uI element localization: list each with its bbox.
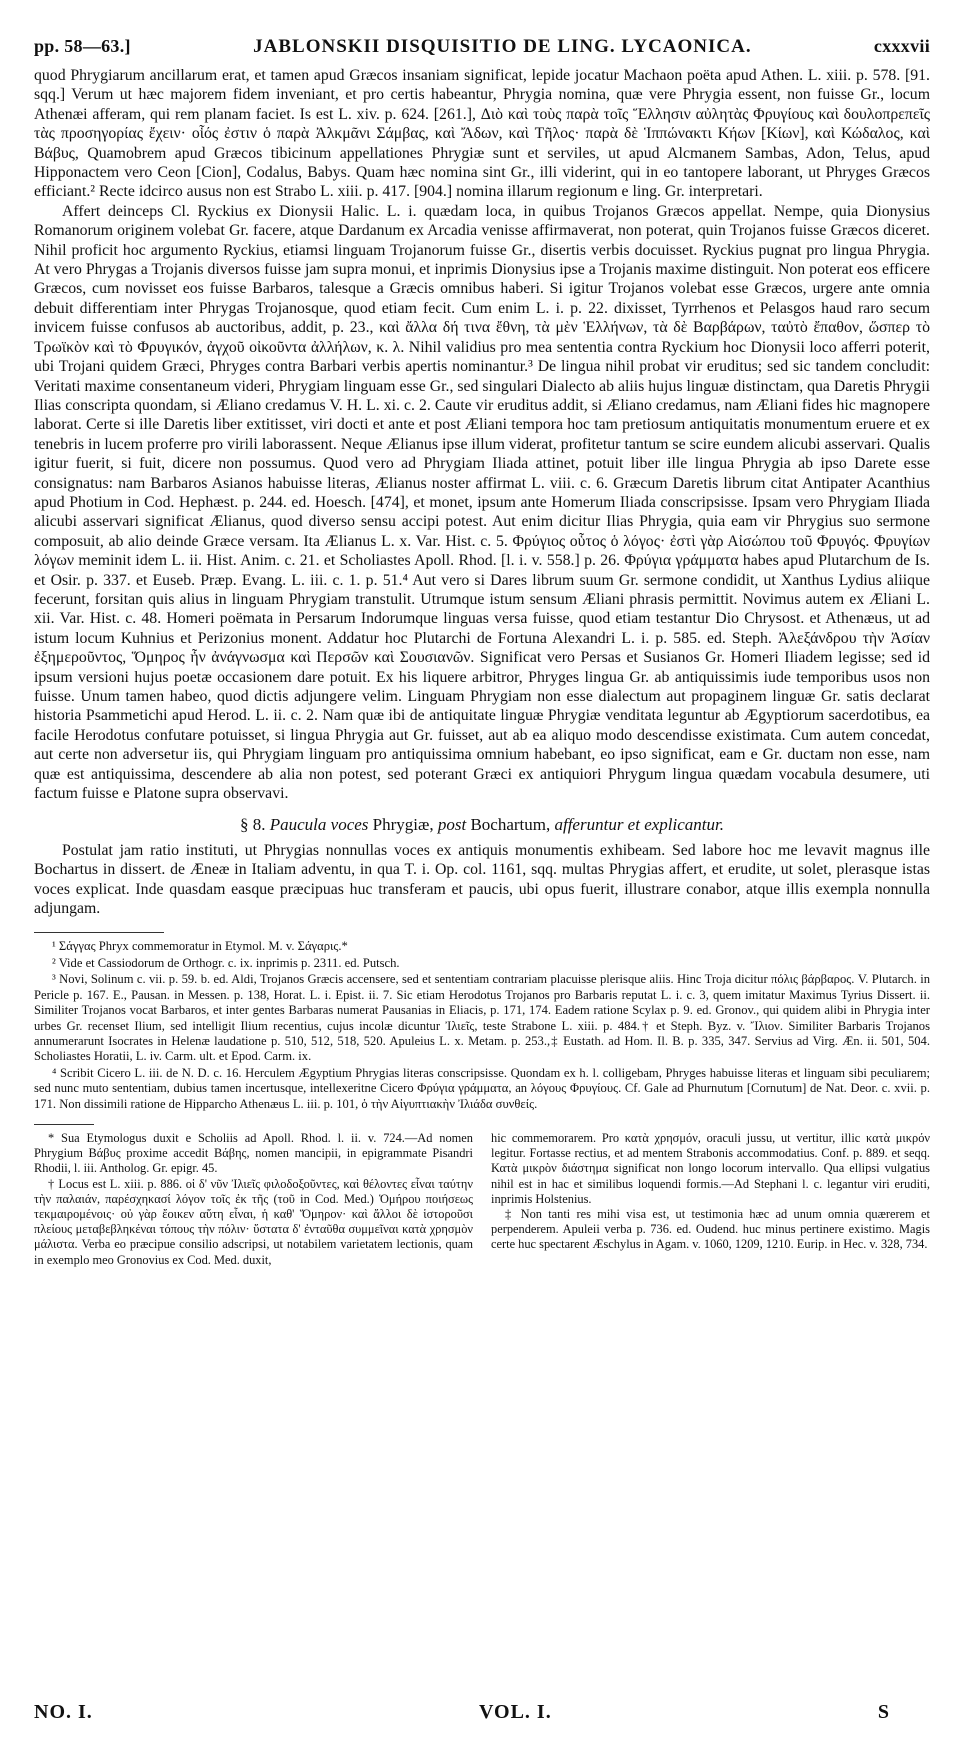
addenda-divider: [34, 1124, 94, 1125]
volume-label: VOL. I.: [478, 1701, 552, 1723]
section-title-part: Phrygiæ,: [368, 815, 438, 835]
document-page: [34, 36, 930, 1726]
addenda-right-column: [491, 1124, 930, 1268]
signature-letter: S: [877, 1701, 890, 1723]
page-footer: [34, 1701, 930, 1724]
running-title: JABLONSKII DISQUISITIO DE LING. LYCAONICA.: [253, 36, 752, 57]
addendum: † Locus est L. xiii. p. 886. οἱ δ' νῦν Ἰλιεῖς φιλοδοξοῦντες, καὶ θέλοντες εἶναι ταύτην τὴν παλαιάν, παρέσχηκασί λόγον τοῖς ἐκ τῆς (τοῦ in Cod. Med.) Ὁμήρου ποιήσεως τεκμαιρομένοις· οὐ γὰρ ἔοικεν αὕτη εἶναι, ἡ καθ' Ὅμηρον· καὶ ἄλλοι δὲ ἱστοροῦσι πλείους μεταβεβληκέναι τόπους τὴν πόλιν· ὕστατα δ' ἐνταῦθα συμμεῖναι κατὰ χρησμὸν μάλιστα. Verba eo præcipue consilio adscripsi, ut notabilem varietatem lectionis, quam in exemplo meo Gronovius ex Cod. Med. duxit,: [34, 1176, 473, 1267]
addendum: ‡ Non tanti res mihi visa est, ut testimonia hæc ad unum omnia quærerem et perpenderem. Apuleii verba p. 736. ed. Oudend. huc minus pertinere existimo. Magis certe huc spectarent Æschylus in Agam. v. 1060, 1209, 1210. Eurip. in Hec. v. 328, 734.: [491, 1206, 930, 1252]
signature-number: NO. I.: [34, 1701, 93, 1723]
section-title-part: Paucula voces: [269, 815, 369, 835]
paragraph: quod Phrygiarum ancillarum erat, et tamen apud Græcos insaniam significat, lepide jocatur Machaon poëta apud Athen. L. xiii. p. 578. [91. sqq.] Verum ut hæc majorem fidem inveniant, et pro certis habeantur, Phrygia nomina, quæ vere Phrygia essent, non fuisse Gr., locum Athenæi afferam, qui rem planam faciet. Is est L. xiv. p. 624. [261.], Διὸ καὶ τοὺς παρὰ τοῖς Ἕλλησιν αὐλητὰς Φρυγίους καὶ δουλοπρεπεῖς τὰς προσηγορίας ἔχειν· οἷός ἐστιν ὁ παρὰ Ἀλκμᾶνι Σάμβας, καὶ Ἄδων, καὶ Τῆλος· παρὰ δὲ Ἱππώνακτι Κήων [Κίων], καὶ Κώδαλος, καὶ Βάβυς, Quamobrem apud Græcos tibicinum appellationes Phrygiæ sunt et serviles, ut apud Alcmanem Sambas, Adon, Telus, apud Hipponactem vero Ceon [Cion], Codalus, Babys. Quam hæc nomina sint Gr., illi viderint, qui in eo tantopere laborant, ut Phryges Græcos efficiant.² Recte idcirco ausus non est Strabo L. xiii. p. 417. [904.] nomina illarum regionum e ling. Gr. interpretari.: [34, 67, 930, 201]
section-number: § 8.: [240, 815, 266, 835]
section-title-part: post: [437, 815, 467, 835]
section-title-part: afferuntur et explicantur.: [554, 815, 724, 835]
footnote-divider: [34, 932, 164, 933]
footnote: ³ Novi, Solinum c. vii. p. 59. b. ed. Aldi, Trojanos Græcis accensere, sed et sententiam contrariam placuisse plerisque aliis. Hinc Troja dicitur πόλις βάρβαρος. V. Plutarch. in Pericle p. 167. E., Pausan. in Messen. p. 138, Horat. L. i. Epist. ii. 7. Sic etiam Herodotus Trojanos pro Barbaris reputat L. i. c. 3, quem imitatur Maximus Tyrius Dissert. ii. Similiter Trojanos vocat Barbaros, et inter gentes Barbaras numerat Pausanias in Eliacis, p. 171, 174. Eadem ratione Scylax p. 9. ed. Gronov., qui quidem alibi in Phrygia inter urbes Gr. recenset Ilium, sed intelligit Ilium recentius, cujus incolæ dicuntur Ἰλιεῖς, teste Strabone L. xiii. p. 484.† et Steph. Byz. v. Ἴλιον. Similiter Barbaris Trojanos annumerarunt Isocrates in Helenæ laudatione p. 510, 512, 518, 520. Apuleius L. x. Metam. p. 253.,‡ Eustath. ad Hom. Il. B. p. 335, 347. Servius ad Virg. Æn. ii. 501, 504. Scholiastes Horatii, L. iv. Carm. ult. et Epod. Carm. ix.: [34, 972, 930, 1064]
footnote: ⁴ Scribit Cicero L. iii. de N. D. c. 16. Herculem Ægyptium Phrygias literas conscripsisse. Quondam ex h. l. colligebam, Phryges habuisse literas et linguam sibi peculiarem; sed nunc muto sententiam, dubius tamen incertusque, intellexeritne Cicero Φρύγια γράμματα, an λόγους Φρυγίους. Cf. Gale ad Phurnutum [Cornutum] de Nat. Deor. c. xvii. p. 171. Non dissimili ratione de Hipparcho Athenæus L. iii. p. 101, ὁ τὴν Αἰγυπτιακὴν Ἰλιάδα συνθείς.: [34, 1065, 930, 1111]
page-range: pp. 58—63.]: [34, 36, 131, 56]
paragraph: Postulat jam ratio instituti, ut Phrygias nonnullas voces ex antiquis monumentis exhibeam. Sed labore hoc me levavit magnus ille Bochartus in dissert. de Æneæ in Italiam adventu, in qua T. i. Op. col. 1161, sqq. multas Phrygias affert, et erudite, ut solet, plerasque istas voces explicat. Inde quasdam easque præcipuas huc transferam et paucis, ubi opus fuerit, illustrare conabor, atque illis exempla nonnulla adjungam.: [34, 841, 930, 918]
addenda-left-column: [34, 1124, 473, 1268]
paragraph: Affert deinceps Cl. Ryckius ex Dionysii Halic. L. i. quædam loca, in quibus Trojanos Græcos appellat. Nempe, quia Dionysius Romanorum originem volebat Gr. facere, atque Dardanum ex Arcadia venisse affirmaverat, non poterat, quin Trojanos fuisse Græcos diceret. Nihil proficit hoc argumento Ryckius, etiamsi linguam Trojanorum fuisse Gr., disertis verbis docuisset. Ryckius pugnat pro lingua Phrygia. At vero Phrygas a Trojanis diversos fuisse jam supra monui, et inprimis Dionysius ipse a Trojanis maxime distinguit. Non poterat eos efficere Græcos, cum novisset eos fuisse Barbaros, talesque a Græcis omnibus haberi. Si igitur Trojanos volebat esse Græcos, urgere ante omnia debuit differentiam inter Phrygas Trojanosque, quod etiam fecit. Cum enim L. i. p. 22. dixisset, Tyrrhenos et Pelasgos haud raro secum invicem fuisse confusos ab auctoribus, addit, p. 23., καὶ ἄλλα δή τινα ἔθνη, τὰ μὲν Ἑλλήνων, τὰ δὲ Βαρβάρων, ταὐτὸ ἔπαθον, ὥσπερ τὸ Τρωϊκὸν καὶ τὸ Φρυγικόν, ἀγχοῦ οἰκοῦντα ἀλλήλων, κ. λ. Nihil validius pro mea sententia contra Ryckium hoc Dionysii loco afferri poterit, ubi Trojani quidem Græci, Phryges contra Barbari verbis apertis nominantur.³ De lingua nihil probat vir eruditus; sed sic tandem concludit: Veritati maxime consentaneum videri, Phrygiam linguam esse Gr., sed singulari Dialecto ab aliis hujus linguæ distinctam, qua Daretis Phrygii Ilias conscripta quondam, si Æliano credamus V. H. L. xi. c. 2. Caute vir eruditus addit, si Æliano credamus, nam Æliani fides hic magnopere laborat. Certe si ille Daretis liber extitisset, viri docti et ante et post Æliani tempora hoc tam pretiosum antiquitatis monumentum eruere et ex tenebris in lucem proferre pro virili laborassent. Neque Ælianus ipse illum viderat, profitetur tantum se scire eundem alicubi asservari. Qualis igitur fuerit, si fuit, dicere non possumus. Quod vero ad Phrygiam Iliada attinet, potuit liber ille lingua Phrygia ab ipso Darete esse consignatus: nam Barbaros Asianos habuisse literas, Ælianus noster affirmat L. viii. c. 6. Græcum Daretis librum citat Antipater Acanthius apud Photium in Cod. Hephæst. p. 244. ed. Hoesch. [474], et monet, ipsum ante Homerum Iliada conscripsisse. Ipsam vero Phrygiam Iliada alicubi asservari significat Ælianus, quod diverso sensu accipi potest. Aut enim dicitur Ilias Phrygia, quia eam vir Phrygius suo sermone composuit, ab alio deinde Græce versam. Ita Ælianus L. x. Var. Hist. c. 5. Φρύγιος οὗτος ὁ λόγος· ἐστὶ γὰρ Αἰσώπου τοῦ Φρυγός. Φρυγίων λόγων meminit idem L. ii. Hist. Anim. c. 21. et Scholiastes Apoll. Rhod. [l. i. v. 558.] p. 26. Φρύγια γράμματα habes apud Plutarchum de Is. et Osir. p. 337. et Euseb. Præp. Evang. L. iii. c. 1. p. 51.⁴ Aut vero si Dares librum suum Gr. sermone condidit, ut Xanthus Lydius aliique fecerunt, forsitan quis alius in linguam Phrygiam transtulit. Utrumque istum sensum Æliani phrasis permittit. Novimus autem ex Æliani L. xii. Var. Hist. c. 48. Homeri poëmata in Persarum Indorumque linguas versa fuisse, quod etiam testantur Dio Chrysost. et Athenæus, ut ad istum locum Kuhnius et Perizonius monent. Addatur hoc Plutarchi de Fortuna Alexandri L. i. p. 585. ed. Steph. Ἀλεξάνδρου τὴν Ἀσίαν ἐξημεροῦντος, Ὅμηρος ἦν ἀνάγνωσμα καὶ Περσῶν καὶ Σουσιανῶν. Significat vero Persas et Susianos Gr. Homeri Iliadem legisse; sed id ipsum versioni hujus poetæ occasionem dare potuit. Ex his liquere arbitror, Phryges lingua Gr. ab antiquissimis iude temporibus usos non fuisse. Unum tamen habeo, quod dictis adjungere velim. Linguam Phrygiam non esse dialectum aut propaginem linguæ Gr. satis declarat historia Psammetichi apud Herod. L. ii. c. 2. Nam quæ ibi de antiquitate linguæ Phrygiæ venditata leguntur ab Ægyptiorum sacerdotibus, ea facile Herodotus confutare potuisset, si lingua Phrygia aut Gr. fuisset, aut ab ea aliquo modo descendisse existimata. Cum autem concedat, aut certe non adversetur iis, qui Phrygiam linguam pro antiquissima omnium habebant, eo ipso significat, eam e Gr. ductam non esse, nam quæ est antiquissima, descendere ab alia non potest, sed poterant Græci ex antiquiori Phrygum lingua quædam vocabula desumere, uti factum fuisse e Platone supra observavi.: [34, 202, 930, 803]
footnote: ² Vide et Cassiodorum de Orthogr. c. ix. inprimis p. 2311. ed. Putsch.: [52, 955, 400, 970]
running-header: [34, 36, 930, 66]
footnote: ¹ Σάγγας Phryx commemoratur in Etymol. M. v. Σάγαρις.*: [52, 939, 348, 954]
addendum: hic commemorarem. Pro κατὰ χρησμόν, oraculi jussu, ut vertitur, illic κατὰ μικρόν legitur. Fortasse rectius, et ad mentem Strabonis accommodatius. Conf. p. 889. et seqq. Κατὰ μικρὸν διάστημα significat non longo locorum intervallo. Qua ellipsi vulgatius nihil est in hac et similibus loquendi formis.—Ad Stephani l. c. legantur viri eruditi, inprimis Holstenius.: [491, 1130, 930, 1206]
addendum: * Sua Etymologus duxit e Scholiis ad Apoll. Rhod. l. ii. v. 724.—Ad nomen Phrygium Βάβυς proxime accedit Βάβης, nomen mancipii, in epigrammate Pisandri Rhodii, l. iii. Antholog. Gr. epigr. 45.: [34, 1130, 473, 1176]
addenda: [34, 1124, 930, 1268]
section-heading: [34, 815, 930, 834]
section-title-part: Bochartum,: [466, 815, 555, 835]
page-number: cxxxvii: [873, 36, 930, 56]
footnotes: [34, 939, 930, 1111]
main-text: [34, 66, 930, 918]
